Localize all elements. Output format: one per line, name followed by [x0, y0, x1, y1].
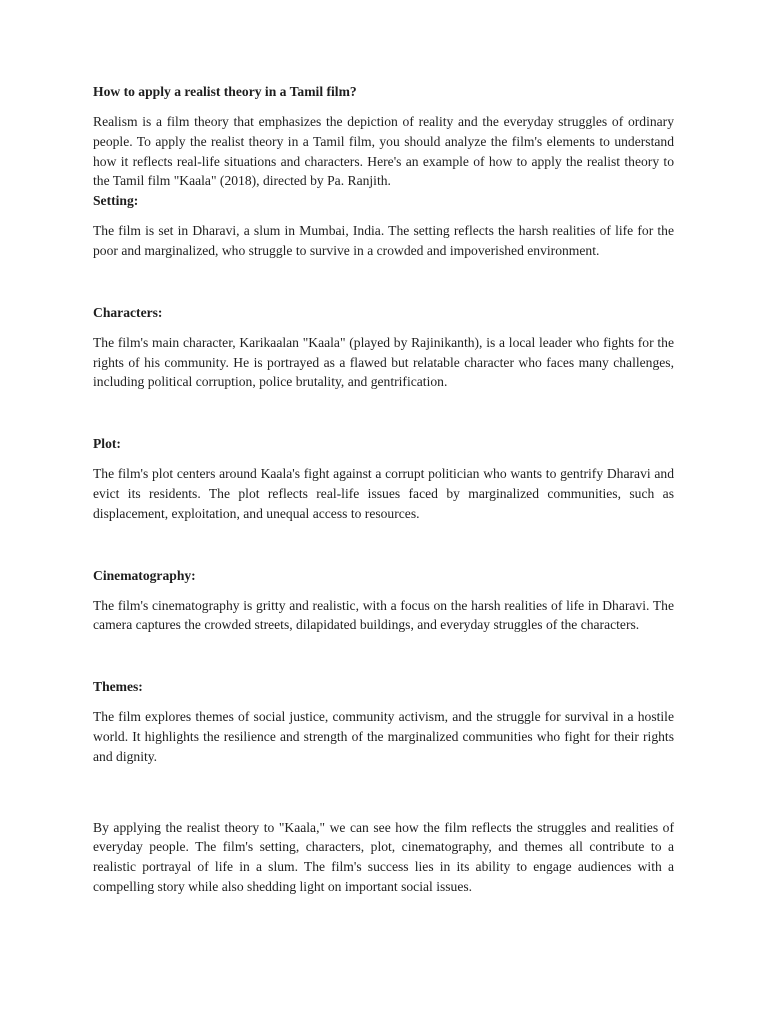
- section-heading: Characters:: [93, 304, 163, 320]
- document-title: How to apply a realist theory in a Tamil film?: [93, 84, 357, 99]
- section-heading: Themes:: [93, 679, 143, 695]
- intro-paragraph: Realism is a film theory that emphasizes the depiction of reality and the everyday struggles of ordinary people. To apply the realist theory in a Tamil film, you should analyze the film's elements to understand how it reflects real-life situations and characters. Here's an example of how to apply the realist theory to the Tamil film "Kaala" (2018), directed by Pa. Ranjith.: [93, 114, 674, 189]
- section-plot: [93, 434, 674, 523]
- section-body: The film is set in Dharavi, a slum in Mumbai, India. The setting reflects the harsh realities of life for the poor and marginalized, who struggle to survive in a crowded and impoverished environment.: [93, 223, 674, 258]
- section-body: The film's plot centers around Kaala's fight against a corrupt politician who wants to gentrify Dharavi and evict its residents. The plot reflects real-life issues faced by marginalized communities, such as displacement, exploitation, and unequal access to resources.: [93, 466, 674, 521]
- section-cinematography: [93, 566, 674, 636]
- section-body: The film's cinematography is gritty and realistic, with a focus on the harsh realities of life in Dharavi. The camera captures the crowded streets, dilapidated buildings, and everyday struggles of the characters.: [93, 597, 674, 633]
- section-heading: Setting:: [93, 193, 139, 209]
- section-body: The film explores themes of social justice, community activism, and the struggle for survival in a hostile world. It highlights the resilience and strength of the marginalized communities who fight for their rights and dignity.: [93, 709, 674, 764]
- document-page: [93, 82, 674, 897]
- section-body: The film's main character, Karikaalan "Kaala" (played by Rajinikanth), is a local leader who fights for the rights of his community. He is portrayed as a flawed but relatable character who faces many challenges, including political corruption, police brutality, and gentrification.: [93, 334, 674, 390]
- section-themes: [93, 677, 674, 766]
- section-characters: [93, 303, 674, 392]
- section-setting: [93, 191, 674, 261]
- section-heading: Cinematography:: [93, 567, 196, 583]
- conclusion-paragraph: By applying the realist theory to "Kaala," we can see how the film reflects the struggles and realities of everyday people. The film's setting, characters, plot, cinematography, and themes all contribute to a realistic portrayal of life in a slum. The film's success lies in its ability to engage audiences with a compelling story while also shedding light on important social issues.: [93, 819, 674, 894]
- section-heading: Plot:: [93, 436, 121, 452]
